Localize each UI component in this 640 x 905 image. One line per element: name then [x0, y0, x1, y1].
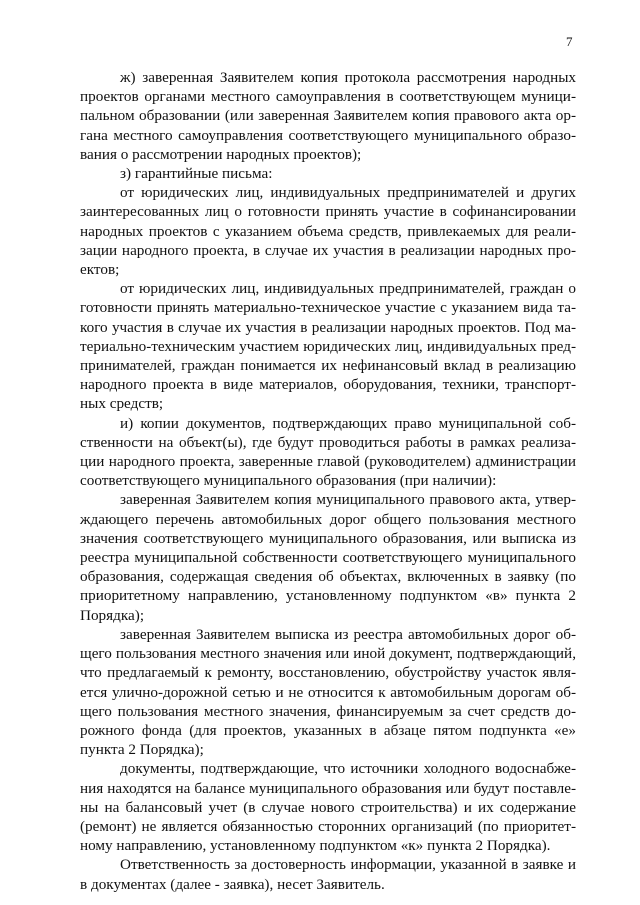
- page-number: 7: [566, 34, 573, 49]
- paragraph-z-legal-entities-cofinancing: от юридических лиц, индивидуальных предпринимателей и других заинтересованных лиц о готовности принять участие в софинансировании народных проектов с указанием объема средств, привлекаемых для реализации народного проекта, в случае их участия в реализации народных проектов;: [80, 184, 576, 279]
- paragraph-i-road-registry: заверенная Заявителем выписка из реестра автомобильных дорог общего пользования местного значения или иной документ, подтверждающий, что предлагаемый к ремонту, восстановлению, обустройству участок является улично-дорожной сетью и не относится к автомобильным дорогам общего пользования местного значения, финансируемым за счет средств дорожного фонда (для проектов, указанных в абзаце пятом подпункта «е» пункта 2 Порядка);: [80, 625, 576, 759]
- paragraph-i: и) копии документов, подтверждающих право муниципальной собственности на объект(ы), где будут проводиться работы в рамках реализации народного проекта, заверенные главой (руководителем) администрации соответствующего муниципального образования (при наличии):: [80, 414, 576, 490]
- paragraph-i-municipal-act: заверенная Заявителем копия муниципального правового акта, утверждающего перечень автомобильных дорог общего пользования местного значения соответствующего муниципального образования, или выписка из реестра муниципальной собственности соответствующего муниципального образования, содержащая сведения об объектах, включенных в заявку (по приоритетному направлению, установленному подпунктом «в» пункта 2 Порядка);: [80, 491, 576, 624]
- document-body: [80, 68, 576, 894]
- paragraph-responsibility: Ответственность за достоверность информации, указанной в заявке и в документах (далее - заявка), несет Заявитель.: [80, 856, 576, 893]
- paragraph-i-water-supply: документы, подтверждающие, что источники холодного водоснабжения находятся на балансе муниципального образования или будут поставлены на балансовый учет (в случае нового строительства) и их содержание (ремонт) не является обязанностью сторонних организаций (по приоритетному направлению, установленному подпунктом «к» пункта 2 Порядка).: [80, 760, 576, 855]
- paragraph-z: з) гарантийные письма:: [120, 165, 273, 183]
- paragraph-z-material-technical: от юридических лиц, индивидуальных предпринимателей, граждан о готовности принять материально-техническое участие с указанием вида такого участия в случае их участия в реализации народных проектов. Под материально-техническим участием юридических лиц, индивидуальных предпринимателей, граждан понимается их нефинансовый вклад в реализацию народного проекта в виде материалов, оборудования, техники, транспортных средств;: [80, 280, 576, 413]
- paragraph-zh: ж) заверенная Заявителем копия протокола рассмотрения народных проектов органами местного самоуправления в соответствующем муниципальном образовании (или заверенная Заявителем копия правового акта органа местного самоуправления соответствующего муниципального образования о рассмотрении народных проектов);: [80, 69, 576, 163]
